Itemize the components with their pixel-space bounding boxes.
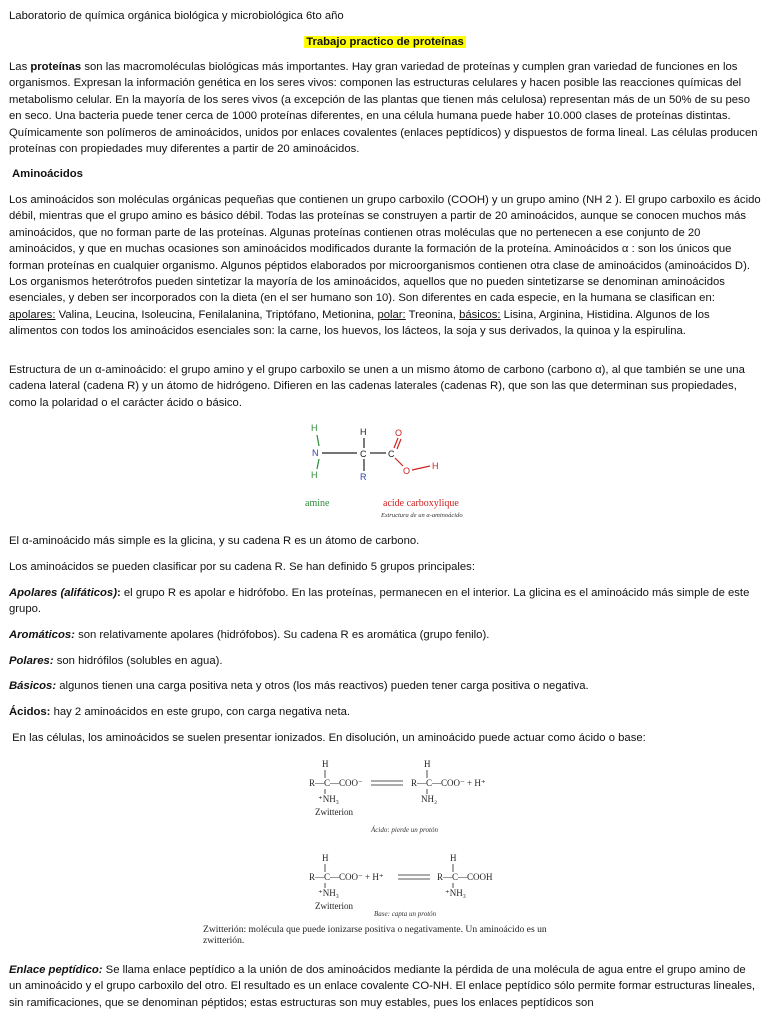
amine-label: amine [305,498,330,509]
apolares-list: Valina, Leucina, Isoleucina, Fenilalanina, Triptófano, Metionina, [55,308,378,321]
polar-list: Treonina, [405,308,460,321]
group-text-aromaticos: son relativamente apolares (hidrófobos). Su cadena R es aromática (grupo fenilo). [78,629,490,641]
figure1-caption: Estructura de un α-aminoácido [381,512,463,519]
atom-o-single: O [403,466,411,476]
header-line: Laboratorio de química orgánica biológica y microbiológica 6to año [9,10,344,22]
group-polares [9,653,761,669]
zwitterion-figure [191,756,581,956]
aminoacidos-heading: Aminoácidos [12,168,83,180]
zwitterion-caption: Zwitterión: molécula que puede ionizarse positiva o negativamente. Un aminoácido es un zwitterión. [203,924,547,946]
eq1-left: R—C—COO⁻ [309,778,363,788]
eq1-h-right: H [424,759,431,769]
eq2-h-right: H [450,853,457,863]
title-line [9,34,761,50]
group-label-acidos: Ácidos: [9,706,51,718]
eq2-right: R—C—COOH [437,872,493,882]
group-text-apolares: el grupo R es apolar e hidrófobo. En las proteínas, permanecen en el interior. La glicina es el aminoácido más simple de este grupo. [9,587,750,616]
eq1-right: R—C—COO⁻ + H⁺ [411,778,486,788]
atom-r: R [360,472,367,482]
polar-label: polar: [377,308,406,321]
aminoacidos-paragraph [9,192,761,340]
group-label-apolares: Apolares (alifáticos) [9,587,117,599]
intro-bold-word: proteínas [30,61,82,73]
eq1-nh2: NH₂ [421,794,438,804]
eq2-nh3-right: ⁺NH₃ [445,888,466,898]
intro-text: son las macromoléculas biológicas más importantes. Hay gran variedad de proteínas y cumplen gran variedad de funciones en los organismos. Expresan la información genética en los seres vivos: componen las estructuras celulares y hacen posible las reacciones químicas del metabolismo celular. En la mayoría de los seres vivos (a excepción de las plantas que tienen más celulosa) representan más de un 50% de su peso en seco. Una bacteria puede tener cerca de 1000 proteínas diferentes, en una célula humana puede haber 10.000 clases de proteínas distintas. Químicamente son polímeros de aminoácidos, unidos por enlaces covalentes (enlaces peptídicos) y dispuestos de forma lineal. Las células producen proteínas con propiedades muy diferentes a partir de 20 aminoácidos. [9,61,758,156]
group-text-acidos: hay 2 aminoácidos en este grupo, con carga negativa neta. [53,706,351,718]
group-sep-apolares: : [116,587,124,599]
group-label-basicos: Básicos: [9,680,57,692]
eq2-left: R—C—COO⁻ + H⁺ [309,872,384,882]
group-acidos [9,704,761,720]
base-caption: Base: capta un protón [374,910,437,918]
glicina-line: El α-aminoácido más simple es la glicina, y su cadena R es un átomo de carbono. [9,535,420,547]
eq2-nh3: ⁺NH₃ [318,888,339,898]
eq1-nh3: ⁺NH₃ [318,794,339,804]
group-basicos [9,678,761,694]
eq2-h-left: H [322,853,329,863]
atom-n: N [312,448,319,458]
atom-h-top: H [360,427,367,437]
enlace-label: Enlace peptídico: [9,964,103,976]
group-label-aromaticos: Aromáticos: [9,629,75,641]
intro-paragraph [9,59,761,157]
atom-h-top-left: H [311,423,318,433]
group-apolares [9,585,761,618]
acid-label: acide carboxylique [383,498,459,509]
group-aromaticos [9,627,761,643]
atom-o-double: O [395,428,403,438]
group-label-polares: Polares: [9,655,54,667]
apolares-label: apolares: [9,308,56,321]
intro-pre: Las [9,61,31,73]
ionized-line: En las células, los aminoácidos se suelen presentar ionizados. En disolución, un aminoácido puede actuar como ácido o base: [9,732,646,744]
group-text-basicos: algunos tienen una carga positiva neta y otros (los más reactivos) pueden tener carga positiva o negativa. [59,680,589,692]
group-text-polares: son hidrófilos (solubles en agua). [56,655,223,667]
eq1-h-left: H [322,759,329,769]
amino-text-1: Los aminoácidos son moléculas orgánicas pequeñas que contienen un grupo carboxilo (COOH) y un grupo amino (NH 2 ). El grupo carboxilo es ácido débil, mientras que el grupo amino es básico débil. Todas las proteínas se construyen a partir de 20 aminoácidos, aunque se conocen muchos más aminoácidos, que no forman parte de las proteínas. Algunas proteínas contienen otras moléculas que no pertenecen a ese conjunto de 20 aminoácidos, y que en muchas ocasiones son aminoácidos modificados durante la formación de la proteína. Aminoácidos α : son los únicos que forman proteínas en cualquier organismo. Algunos péptidos elaborados por microorganismos contienen otra clase de aminoácidos (aminoácidos D). Los organismos heterótrofos pueden sintetizar la mayoría de los aminoácidos, aquellos que no pueden sintetizarse se denominan aminoácidos esenciales, y deben ser incorporados con la dieta (en el ser humano son 10). Son diferentes en cada especie, en la humana se clasifican en: [9,194,761,305]
basicos-label: básicos: [459,308,501,321]
enlace-paragraph [9,962,761,1011]
atom-c-carboxyl: C [388,449,395,459]
eq2-zwitterion: Zwitterion [315,901,353,911]
classify-line: Los aminoácidos se pueden clasificar por su cadena R. Se han definido 5 grupos principales: [9,561,475,573]
amino-text-2: Lisina, Arginina, Histidina. Algunos de los alimentos con todos los aminoácidos esenciales son: la carne, los huevos, los lácteos, la soja y sus derivados, la quinoa y la espirulina. [9,308,710,338]
eq1-zwitterion: Zwitterion [315,807,353,817]
document-title: Trabajo practico de proteínas [306,36,464,48]
atom-h-bottom-left: H [311,470,318,480]
structure-paragraph: Estructura de un α-aminoácido: el grupo amino y el grupo carboxilo se unen a un mismo átomo de carbono (carbono α), al que también se une una cadena lateral (cadena R) y un átomo de hidrógeno. Difieren en las cadenas laterales (cadenas R), que son las que determinan sus propiedades, como la polaridad o el carácter ácido o básico. [9,364,745,409]
acid-caption: Ácido: pierde un protón [371,826,438,834]
atom-h-acid: H [432,461,439,471]
enlace-text: Se llama enlace peptídico a la unión de dos aminoácidos mediante la pérdida de una molécula de agua entre el grupo amino de un aminoácido y el grupo carboxilo del otro. El resultado es un enlace covalente CO-NH. El enlace peptídico sólo permite formar estructuras lineales, sin ramificaciones, que se denominan péptidos; estas estructuras son muy estables, pues los enlaces peptídicos son [9,964,755,1009]
amino-acid-structure-figure [287,418,487,520]
atom-c-alpha: C [360,449,367,459]
